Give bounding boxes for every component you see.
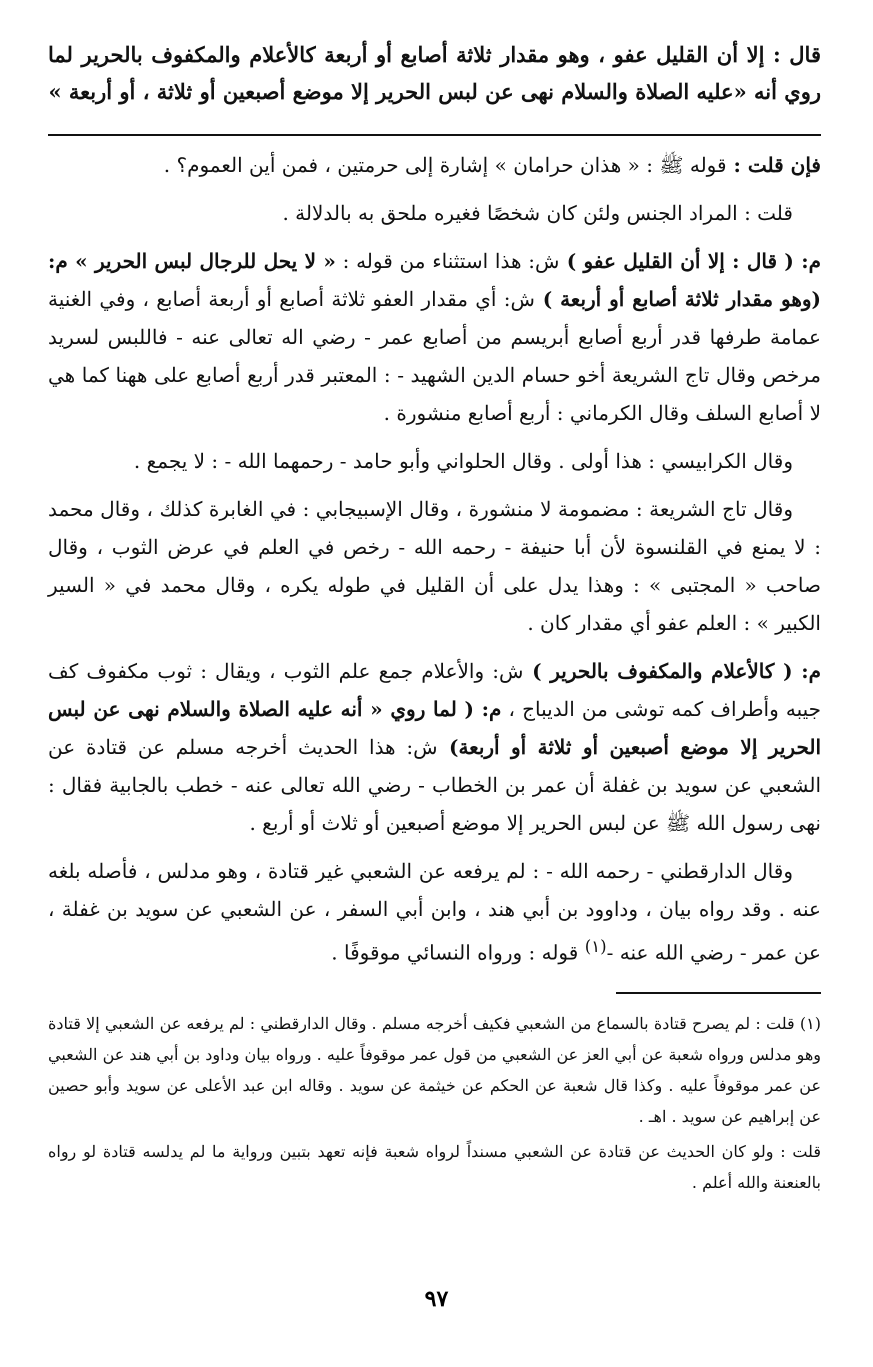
text-segment: ش: والأعلام جمع علم الثوب ، ويقال : ثوب مكفوف كف جيبه وأطراف كمه توشى من الديباج ، [48,659,821,721]
text-segment: ش: أي مقدار العفو ثلاثة أصابع أو أربعة أصابع ، وفي الغنية عمامة طرفها قدر أربع أصابع أبريسم من أصابع عمر - رضي اله تعالى عنه - فاللبس لسريد مرخص وقال تاج الشريعة أخو حسام الدين الشهيد - : المعتبر قدر أربع أصابع على ههنا كما هي لا أصابع السلف وقال الكرماني : أربع أصابع منشورة . [48,287,821,425]
text-segment: وقال تاج الشريعة : مضمومة لا منشورة ، وقال الإسبيجابي : في الغابرة كذلك ، وقال محمد : لا يمنع في القلنسوة لأن أبا حنيفة - رحمه الله - رخص في العلم في عرض الثوب ، وقال صاحب « المجتبى » : وهذا يدل على أن القليل في طوله يكره ، وقال محمد في « السير الكبير » : العلم عفو أي مقدار كان . [48,497,821,635]
text-segment: وقال الدارقطني - رحمه الله - : لم يرفعه عن الشعبي غير قتادة ، وهو مدلس ، فأصله بلغه عنه . وقد رواه بيان ، وداوود بن أبي هند ، وابن أبي السفر ، عن الشعبي عن سويد بن غفلة ، عن عمر - رضي الله عنه - [48,859,821,965]
commentary-paragraph [48,146,821,184]
matn-text: قال : إلا أن القليل عفو ، وهو مقدار ثلاثة أصابع أو أربعة كالأعلام والمكفوف بالحرير لما روي أنه «عليه الصلاة والسلام نهى عن لبس الحرير إلا موضع أصبعين أو ثلاثة ، أو أربعة » [48,42,821,104]
text-segment: قلت : المراد الجنس ولئن كان شخصًا فغيره ملحق به بالدلالة . [282,201,793,225]
separator-rule [48,134,821,136]
text-segment: وقال الكرابيسي : هذا أولى . وقال الحلواني وأبو حامد - رحمهما الله - : لا يجمع . [133,449,793,473]
text-segment: ش: هذا استثناء من قوله : [335,249,560,273]
footnotes [48,1008,821,1198]
bold-segment: فإن قلت : [726,153,821,177]
text-segment: قوله : ورواه النسائي موقوفًا . [331,940,585,965]
commentary-paragraph [48,852,821,972]
page-number: ٩٧ [424,1286,449,1311]
bold-segment: « لا يحل للرجال لبس الحرير » [67,249,336,273]
commentary-paragraph [48,442,821,480]
bold-segment: م: ( لما روي « أنه عليه الصلاة والسلام نهى عن لبس الحرير إلا موضع أصبعين أو ثلاثة أو أربعة) [48,697,822,759]
footnote-1: (١) قلت : لم يصرح قتادة بالسماع من الشعبي فكيف أخرجه مسلم . وقال الدارقطني : لم يرفعه عن الشعبي إلا قتادة وهو مدلس ورواه شعبة عن أبي العز عن الشعبي من قول عمر موقوفاً عليه . ورواه بيان وداود بن أبي هند عن الشعبي عن عمر موقوفاً عليه . وكذا قال شعبة عن الحكم عن خيثمة عن سويد . وقاله ابن عبد الأعلى عن سويد وأبو حصين عن إبراهيم عن سويد . اهـ . [48,1013,822,1126]
commentary-paragraph [48,652,821,842]
text-segment: (١) [584,937,607,956]
text-segment: قوله ﷺ : « هذان حرامان » إشارة إلى حرمتين ، فمن أين العموم؟ . [163,153,727,177]
commentary-paragraph [48,490,821,642]
commentary [48,146,821,972]
footnote-rule [616,992,821,994]
bold-segment: م: (وهو مقدار ثلاثة أصابع أو أربعة ) [48,249,821,311]
commentary-paragraph [48,242,821,432]
footnote-2: قلت : ولو كان الحديث عن قتادة عن الشعبي مسنداً لرواه شعبة فإنه تعهد بتبين ورواية ما لم يدلسه قتادة لو رواه بالعنعنة والله أعلم . [48,1141,821,1192]
commentary-paragraph [48,194,821,232]
bold-segment: م: ( قال : إلا أن القليل عفو ) [559,249,821,273]
text-segment: ش: هذا الحديث أخرجه مسلم عن قتادة عن الشعبي عن سويد بن غفلة أن عمر بن الخطاب - رضي الله تعالى عنه - خطب بالجابية فقال : نهى رسول الله ﷺ عن لبس الحرير إلا موضع أصبعين أو ثلاث أو أربع . [48,735,821,835]
bold-segment: م: ( كالأعلام والمكفوف بالحرير ) [523,659,821,683]
